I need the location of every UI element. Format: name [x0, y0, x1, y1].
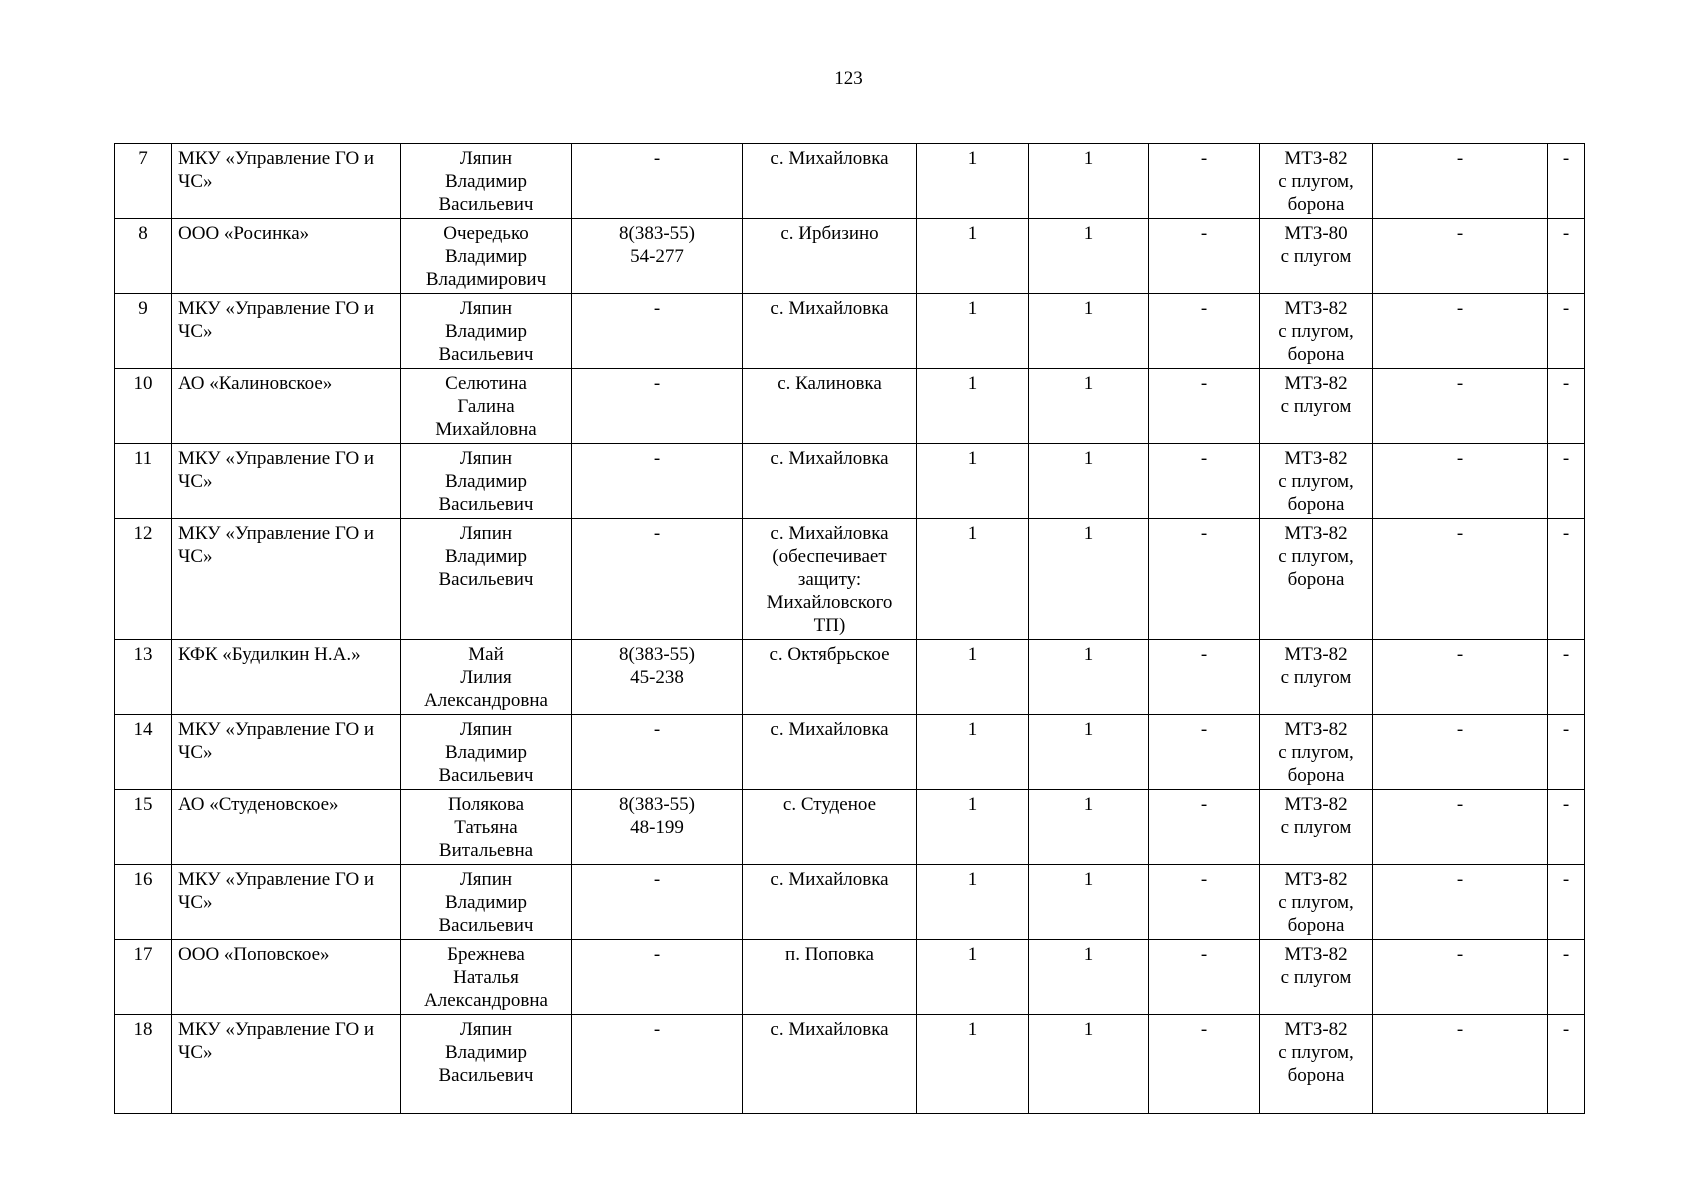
organization-cell: МКУ «Управление ГО и ЧС»: [172, 294, 401, 369]
extra-cell: -: [1373, 444, 1548, 519]
row-number-cell: 18: [115, 1015, 172, 1114]
phone-line: 54-277: [630, 246, 684, 267]
table-row: [115, 865, 1585, 940]
count-cell: 1: [917, 865, 1029, 940]
count-cell: 1: [1029, 1015, 1149, 1114]
contact-person-line: Владимир: [444, 742, 528, 763]
contact-person-line: Владимир: [444, 1042, 528, 1063]
phone-line: -: [653, 869, 661, 890]
contact-person-line: Селютина: [445, 373, 527, 394]
phone-line: -: [653, 148, 661, 169]
phone-cell: [572, 219, 743, 294]
phone-cell: [572, 294, 743, 369]
extra-cell: -: [1548, 865, 1585, 940]
equipment-cell: [1260, 519, 1373, 640]
count-cell: -: [1149, 1015, 1260, 1114]
extra-cell: -: [1373, 865, 1548, 940]
phone-line: 8(383-55): [619, 794, 695, 815]
equipment-cell: [1260, 1015, 1373, 1114]
count-cell: -: [1149, 219, 1260, 294]
equipment-line: с плугом: [1280, 396, 1352, 417]
location-cell: [743, 369, 917, 444]
table-body: [115, 144, 1585, 1114]
organization-cell: АО «Калиновское»: [172, 369, 401, 444]
count-cell: 1: [1029, 790, 1149, 865]
equipment-cell: [1260, 444, 1373, 519]
extra-cell: -: [1373, 294, 1548, 369]
count-cell: 1: [1029, 144, 1149, 219]
contact-person-line: Васильевич: [438, 194, 534, 215]
equipment-line: с плугом,: [1278, 171, 1354, 192]
table-row: [115, 144, 1585, 219]
contact-person-line: Витальевна: [438, 840, 534, 861]
count-cell: 1: [1029, 519, 1149, 640]
phone-cell: [572, 790, 743, 865]
equipment-line: борона: [1287, 344, 1345, 365]
contact-person-line: Васильевич: [438, 915, 534, 936]
count-cell: 1: [1029, 369, 1149, 444]
organization-cell: МКУ «Управление ГО и ЧС»: [172, 444, 401, 519]
organization-cell: ООО «Росинка»: [172, 219, 401, 294]
equipment-cell: [1260, 294, 1373, 369]
location-cell: [743, 865, 917, 940]
phone-cell: [572, 715, 743, 790]
equipment-line: МТЗ-82: [1284, 448, 1348, 469]
equipment-cell: [1260, 144, 1373, 219]
contact-person-cell: [401, 444, 572, 519]
row-number-cell: 17: [115, 940, 172, 1015]
location-line: п. Поповка: [785, 944, 874, 965]
equipment-line: МТЗ-82: [1284, 148, 1348, 169]
organization-cell: МКУ «Управление ГО и ЧС»: [172, 715, 401, 790]
location-line: с. Ирбизино: [780, 223, 879, 244]
organization-cell: МКУ «Управление ГО и ЧС»: [172, 865, 401, 940]
contact-person-line: Владимир: [444, 892, 528, 913]
contact-person-cell: [401, 715, 572, 790]
contact-person-cell: [401, 865, 572, 940]
extra-cell: -: [1548, 219, 1585, 294]
equipment-line: МТЗ-82: [1284, 523, 1348, 544]
contact-person-line: Васильевич: [438, 569, 534, 590]
equipment-table: [114, 143, 1585, 1114]
count-cell: -: [1149, 865, 1260, 940]
location-line: ТП): [813, 615, 846, 636]
equipment-cell: [1260, 865, 1373, 940]
phone-line: 45-238: [630, 667, 684, 688]
contact-person-line: Ляпин: [459, 1019, 513, 1040]
contact-person-line: Васильевич: [438, 765, 534, 786]
contact-person-line: Владимир: [444, 546, 528, 567]
row-number-cell: 7: [115, 144, 172, 219]
contact-person-line: Васильевич: [438, 344, 534, 365]
location-cell: [743, 444, 917, 519]
equipment-line: МТЗ-80: [1284, 223, 1348, 244]
contact-person-line: Михайловна: [435, 419, 537, 440]
equipment-line: МТЗ-82: [1284, 644, 1348, 665]
equipment-line: борона: [1287, 1065, 1345, 1086]
contact-person-line: Владимир: [444, 246, 528, 267]
extra-cell: -: [1373, 519, 1548, 640]
equipment-line: борона: [1287, 915, 1345, 936]
count-cell: -: [1149, 444, 1260, 519]
contact-person-cell: [401, 1015, 572, 1114]
equipment-line: с плугом: [1280, 246, 1352, 267]
phone-cell: [572, 444, 743, 519]
contact-person-line: Ляпин: [459, 719, 513, 740]
phone-line: 8(383-55): [619, 644, 695, 665]
count-cell: -: [1149, 519, 1260, 640]
phone-cell: [572, 1015, 743, 1114]
contact-person-line: Васильевич: [438, 494, 534, 515]
location-cell: [743, 1015, 917, 1114]
count-cell: 1: [1029, 219, 1149, 294]
extra-cell: -: [1548, 1015, 1585, 1114]
equipment-line: с плугом,: [1278, 1042, 1354, 1063]
equipment-line: МТЗ-82: [1284, 373, 1348, 394]
location-cell: [743, 144, 917, 219]
extra-cell: -: [1373, 219, 1548, 294]
phone-cell: [572, 519, 743, 640]
equipment-cell: [1260, 940, 1373, 1015]
location-cell: [743, 519, 917, 640]
extra-cell: -: [1373, 715, 1548, 790]
extra-cell: -: [1373, 369, 1548, 444]
phone-cell: [572, 144, 743, 219]
location-line: с. Калиновка: [777, 373, 882, 394]
row-number-cell: 13: [115, 640, 172, 715]
phone-line: -: [653, 448, 661, 469]
extra-cell: -: [1373, 1015, 1548, 1114]
table-row: [115, 519, 1585, 640]
equipment-line: МТЗ-82: [1284, 944, 1348, 965]
equipment-line: с плугом,: [1278, 892, 1354, 913]
phone-line: -: [653, 944, 661, 965]
organization-cell: МКУ «Управление ГО и ЧС»: [172, 1015, 401, 1114]
equipment-line: МТЗ-82: [1284, 794, 1348, 815]
table-row: [115, 790, 1585, 865]
equipment-line: борона: [1287, 765, 1345, 786]
count-cell: 1: [917, 369, 1029, 444]
count-cell: -: [1149, 369, 1260, 444]
contact-person-line: Очередько: [443, 223, 529, 244]
extra-cell: -: [1373, 790, 1548, 865]
location-line: Михайловского: [766, 592, 893, 613]
location-line: с. Октябрьское: [769, 644, 890, 665]
phone-line: -: [653, 373, 661, 394]
extra-cell: -: [1548, 519, 1585, 640]
location-line: защиту:: [797, 569, 862, 590]
phone-line: 48-199: [630, 817, 684, 838]
phone-cell: [572, 865, 743, 940]
contact-person-line: Владимир: [444, 471, 528, 492]
contact-person-line: Владимирович: [425, 269, 547, 290]
contact-person-cell: [401, 640, 572, 715]
extra-cell: -: [1548, 640, 1585, 715]
location-line: с. Михайловка: [770, 719, 889, 740]
location-line: с. Михайловка: [770, 869, 889, 890]
location-cell: [743, 640, 917, 715]
phone-line: 8(383-55): [619, 223, 695, 244]
table-row: [115, 715, 1585, 790]
extra-cell: -: [1548, 715, 1585, 790]
extra-cell: -: [1373, 144, 1548, 219]
extra-cell: -: [1548, 444, 1585, 519]
contact-person-line: Ляпин: [459, 523, 513, 544]
location-cell: [743, 219, 917, 294]
count-cell: 1: [917, 519, 1029, 640]
equipment-line: с плугом,: [1278, 546, 1354, 567]
contact-person-line: Васильевич: [438, 1065, 534, 1086]
phone-line: -: [653, 719, 661, 740]
extra-cell: -: [1548, 369, 1585, 444]
table-row: [115, 940, 1585, 1015]
contact-person-line: Владимир: [444, 321, 528, 342]
extra-cell: -: [1548, 940, 1585, 1015]
contact-person-line: Май: [468, 644, 504, 665]
row-number-cell: 11: [115, 444, 172, 519]
equipment-cell: [1260, 790, 1373, 865]
contact-person-line: Татьяна: [454, 817, 518, 838]
extra-cell: -: [1373, 940, 1548, 1015]
equipment-line: МТЗ-82: [1284, 719, 1348, 740]
equipment-line: борона: [1287, 569, 1345, 590]
row-number-cell: 8: [115, 219, 172, 294]
count-cell: 1: [917, 940, 1029, 1015]
contact-person-line: Брежнева: [447, 944, 525, 965]
contact-person-line: Наталья: [453, 967, 519, 988]
count-cell: -: [1149, 715, 1260, 790]
table-row: [115, 640, 1585, 715]
location-line: с. Михайловка: [770, 1019, 889, 1040]
equipment-line: с плугом: [1280, 967, 1352, 988]
row-number-cell: 16: [115, 865, 172, 940]
table-row: [115, 1015, 1585, 1114]
extra-cell: -: [1548, 144, 1585, 219]
organization-cell: МКУ «Управление ГО и ЧС»: [172, 519, 401, 640]
count-cell: 1: [917, 144, 1029, 219]
location-line: с. Михайловка: [770, 448, 889, 469]
equipment-line: с плугом,: [1278, 742, 1354, 763]
contact-person-cell: [401, 219, 572, 294]
count-cell: 1: [917, 219, 1029, 294]
equipment-line: с плугом: [1280, 667, 1352, 688]
contact-person-cell: [401, 519, 572, 640]
organization-cell: АО «Студеновское»: [172, 790, 401, 865]
phone-line: -: [653, 523, 661, 544]
equipment-line: с плугом: [1280, 817, 1352, 838]
contact-person-line: Ляпин: [459, 298, 513, 319]
count-cell: -: [1149, 294, 1260, 369]
count-cell: -: [1149, 790, 1260, 865]
count-cell: 1: [917, 1015, 1029, 1114]
count-cell: 1: [917, 715, 1029, 790]
organization-cell: КФК «Будилкин Н.А.»: [172, 640, 401, 715]
count-cell: 1: [1029, 294, 1149, 369]
contact-person-line: Ляпин: [459, 869, 513, 890]
count-cell: 1: [917, 444, 1029, 519]
equipment-cell: [1260, 369, 1373, 444]
equipment-cell: [1260, 715, 1373, 790]
extra-cell: -: [1373, 640, 1548, 715]
table-row: [115, 294, 1585, 369]
contact-person-cell: [401, 369, 572, 444]
row-number-cell: 14: [115, 715, 172, 790]
location-cell: [743, 790, 917, 865]
contact-person-line: Полякова: [447, 794, 525, 815]
count-cell: 1: [1029, 865, 1149, 940]
count-cell: -: [1149, 940, 1260, 1015]
table-row: [115, 369, 1585, 444]
location-cell: [743, 715, 917, 790]
row-number-cell: 12: [115, 519, 172, 640]
contact-person-cell: [401, 294, 572, 369]
location-line: с. Михайловка: [770, 148, 889, 169]
contact-person-line: Галина: [457, 396, 515, 417]
phone-cell: [572, 640, 743, 715]
location-line: с. Студеное: [782, 794, 877, 815]
row-number-cell: 10: [115, 369, 172, 444]
row-number-cell: 9: [115, 294, 172, 369]
phone-line: -: [653, 1019, 661, 1040]
row-number-cell: 15: [115, 790, 172, 865]
organization-cell: ООО «Поповское»: [172, 940, 401, 1015]
contact-person-line: Ляпин: [459, 448, 513, 469]
extra-cell: -: [1548, 790, 1585, 865]
location-cell: [743, 940, 917, 1015]
count-cell: 1: [917, 790, 1029, 865]
contact-person-line: Владимир: [444, 171, 528, 192]
contact-person-line: Александровна: [424, 690, 548, 711]
phone-cell: [572, 940, 743, 1015]
equipment-line: с плугом,: [1278, 321, 1354, 342]
equipment-line: борона: [1287, 494, 1345, 515]
equipment-line: борона: [1287, 194, 1345, 215]
contact-person-line: Лилия: [460, 667, 512, 688]
location-line: (обеспечивает: [772, 546, 887, 567]
count-cell: 1: [1029, 715, 1149, 790]
contact-person-line: Александровна: [424, 990, 548, 1011]
equipment-line: МТЗ-82: [1284, 298, 1348, 319]
contact-person-line: Ляпин: [459, 148, 513, 169]
equipment-cell: [1260, 640, 1373, 715]
equipment-line: с плугом,: [1278, 471, 1354, 492]
contact-person-cell: [401, 940, 572, 1015]
location-line: с. Михайловка: [770, 523, 889, 544]
equipment-line: МТЗ-82: [1284, 1019, 1348, 1040]
table-row: [115, 219, 1585, 294]
contact-person-cell: [401, 790, 572, 865]
phone-line: -: [653, 298, 661, 319]
count-cell: 1: [917, 294, 1029, 369]
count-cell: -: [1149, 640, 1260, 715]
location-cell: [743, 294, 917, 369]
count-cell: 1: [1029, 444, 1149, 519]
count-cell: 1: [1029, 940, 1149, 1015]
phone-cell: [572, 369, 743, 444]
count-cell: 1: [1029, 640, 1149, 715]
equipment-line: МТЗ-82: [1284, 869, 1348, 890]
count-cell: -: [1149, 144, 1260, 219]
page-number: 123: [834, 68, 863, 89]
equipment-cell: [1260, 219, 1373, 294]
count-cell: 1: [917, 640, 1029, 715]
location-line: с. Михайловка: [770, 298, 889, 319]
organization-cell: МКУ «Управление ГО и ЧС»: [172, 144, 401, 219]
extra-cell: -: [1548, 294, 1585, 369]
table-row: [115, 444, 1585, 519]
contact-person-cell: [401, 144, 572, 219]
